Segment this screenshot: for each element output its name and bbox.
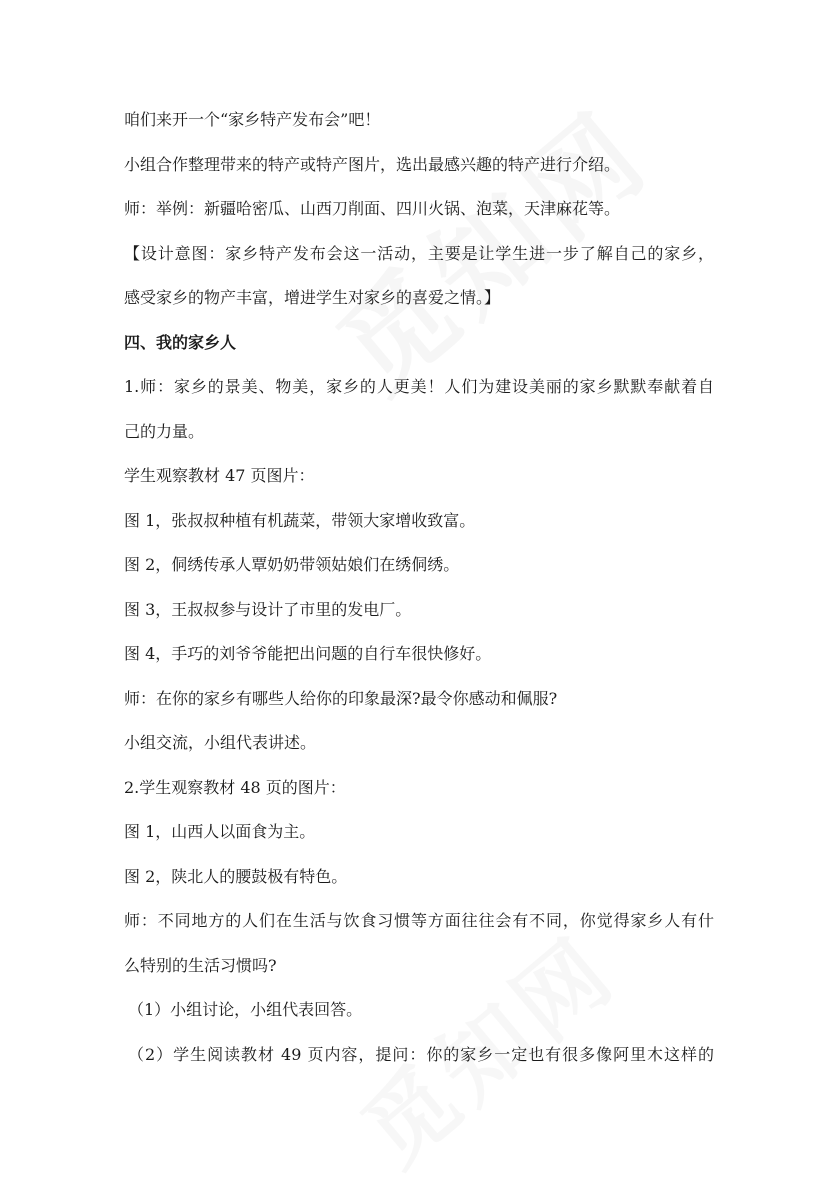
paragraph-line: 图 1，山西人以面食为主。 xyxy=(124,822,316,841)
paragraph-line: （2）学生阅读教材 49 页内容，提问：你的家乡一定也有很多像阿里木这样的 xyxy=(128,1044,714,1064)
document-body xyxy=(124,105,714,1084)
paragraph-line: 师：在你的家乡有哪些人给你的印象最深?最令你感动和佩服? xyxy=(124,688,558,708)
paragraph-line: 师：不同地方的人们在生活与饮食习惯等方面往往会有不同，你觉得家乡人有什 xyxy=(124,911,714,930)
paragraph-line: 图 4，手巧的刘爷爷能把出问题的自行车很快修好。 xyxy=(124,644,492,663)
paragraph-line: 小组交流，小组代表讲述。 xyxy=(124,733,317,752)
paragraph-line: 己的力量。 xyxy=(124,421,205,441)
paragraph-line: 图 2，陕北人的腰鼓极有特色。 xyxy=(124,866,348,886)
section-heading: 四、我的家乡人 xyxy=(124,332,237,352)
paragraph-line: 2.学生观察教材 48 页的图片： xyxy=(124,777,346,797)
paragraph-line: 图 2，侗绣传承人覃奶奶带领姑娘们在绣侗绣。 xyxy=(124,555,460,574)
paragraph-line: 1.师：家乡的景美、物美，家乡的人更美！人们为建设美丽的家乡默默奉献着自 xyxy=(124,377,714,396)
paragraph-line: 感受家乡的物产丰富，增进学生对家乡的喜爱之情。】 xyxy=(124,288,501,307)
paragraph-line: 学生观察教材 47 页图片： xyxy=(124,466,315,485)
paragraph-line: 么特别的生活习惯吗? xyxy=(124,955,277,975)
paragraph-line: 小组合作整理带来的特产或特产图片，选出最感兴趣的特产进行介绍。 xyxy=(124,154,621,174)
paragraph-line: 师：举例：新疆哈密瓜、山西刀削面、四川火锅、泡菜，天津麻花等。 xyxy=(124,199,621,218)
paragraph-line: （1）小组讨论，小组代表回答。 xyxy=(128,1000,363,1019)
paragraph-line: 咱们来开一个“家乡特产发布会”吧！ xyxy=(124,110,381,129)
paragraph-line: 图 3，王叔叔参与设计了市里的发电厂。 xyxy=(124,599,412,619)
paragraph-line: 【设计意图：家乡特产发布会这一活动，主要是让学生进一步了解自己的家乡， xyxy=(124,243,714,263)
paragraph-line: 图 1，张叔叔种植有机蔬菜，带领大家增收致富。 xyxy=(124,510,476,530)
